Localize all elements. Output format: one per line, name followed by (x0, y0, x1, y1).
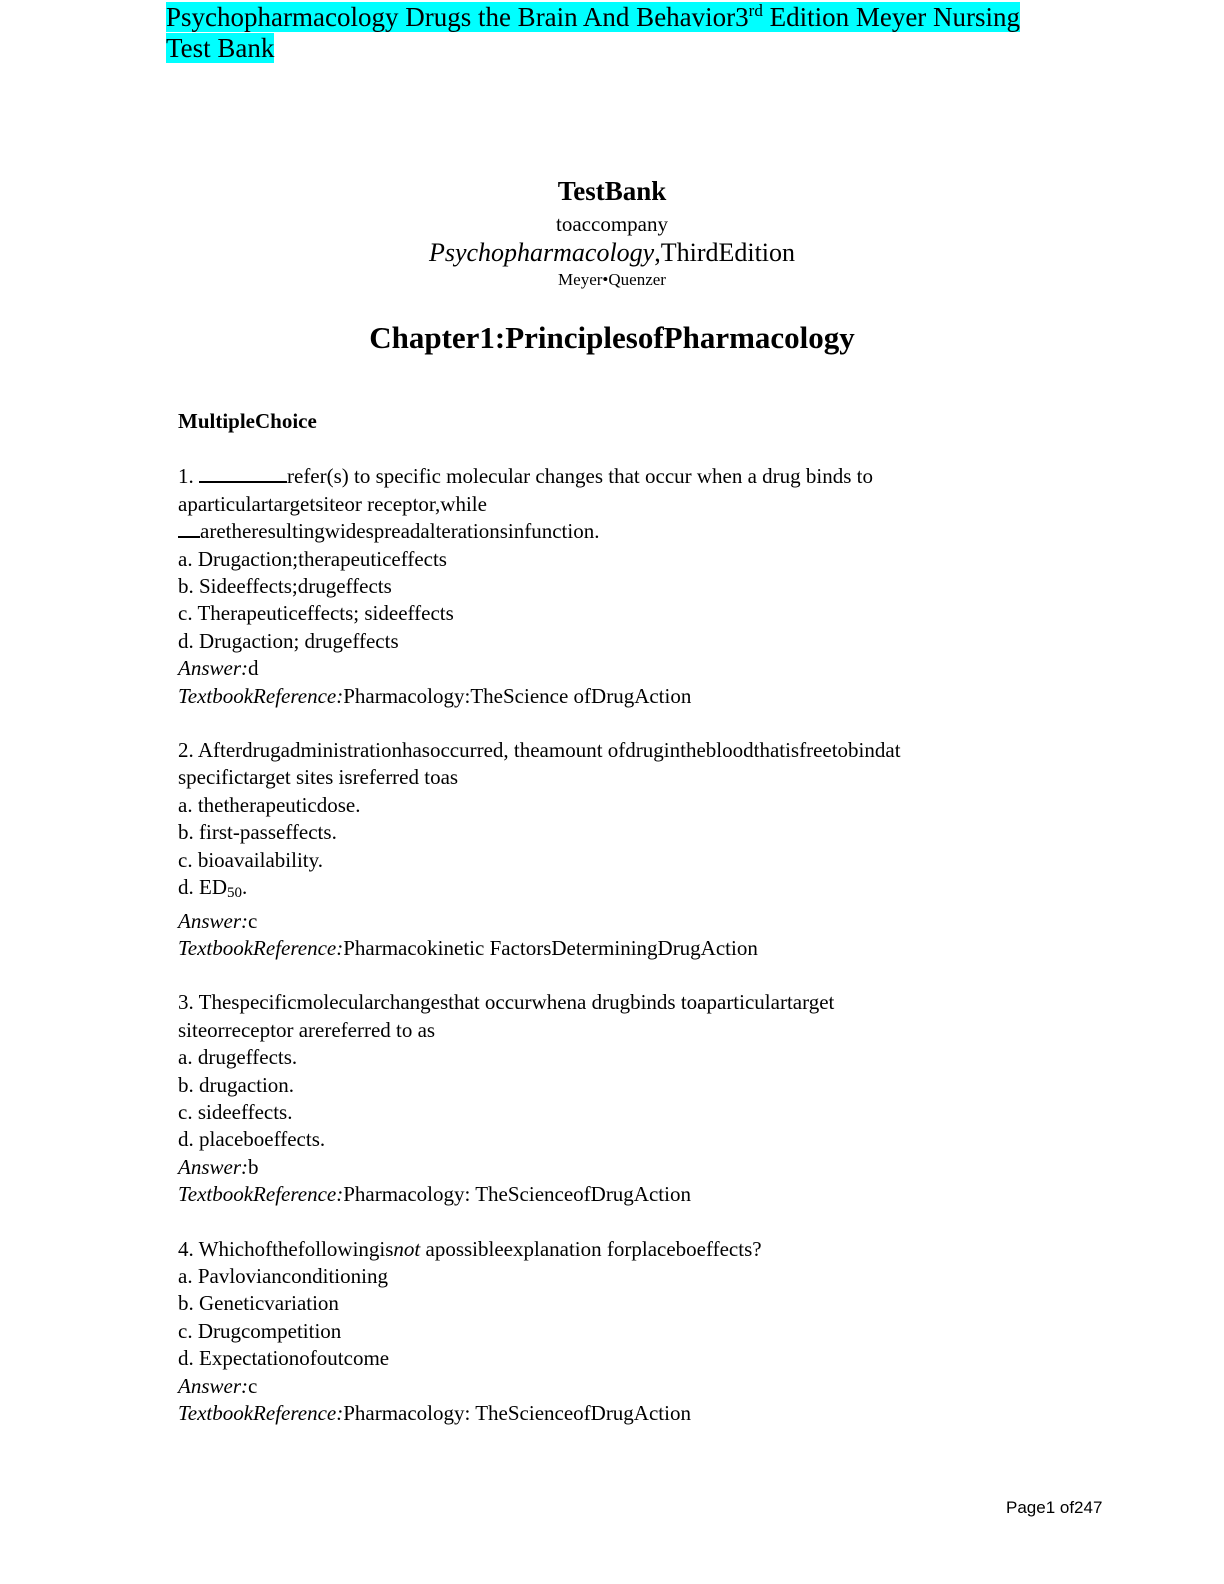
stem-text-end: apossibleexplanation forplaceboeffects? (420, 1236, 762, 1261)
stem-emphasis: not (393, 1236, 421, 1261)
page-number: Page1 of247 (1006, 1498, 1103, 1517)
question-stem: 2. Afterdrugadministrationhasoccurred, theamount ofdruginthebloodthatisfreetobindat (178, 738, 901, 763)
fill-blank (199, 463, 287, 483)
chapter-heading: Chapter1:PrinciplesofPharmacology (369, 320, 855, 355)
answer-label: Answer: (178, 656, 248, 681)
banner-text: Psychopharmacology Drugs the Brain And Behavior3 (166, 2, 749, 32)
reference-line (178, 1400, 1078, 1427)
answer-label: Answer: (178, 1373, 248, 1398)
option-b: b. drugaction. (178, 1072, 295, 1097)
answer-line (178, 1154, 1078, 1181)
option-a: a. thetherapeuticdose. (178, 792, 361, 817)
banner-line-2: Test Bank (166, 33, 275, 63)
reference-line (178, 683, 1078, 710)
answer-value: d (248, 656, 259, 681)
fill-blank (178, 518, 200, 538)
option-a: a. Drugaction;therapeuticeffects (178, 546, 447, 571)
question-3 (178, 989, 1078, 1208)
reference-value: Pharmacology: TheScienceofDrugAction (343, 1182, 691, 1207)
reference-value: Pharmacokinetic FactorsDeterminingDrugAction (343, 935, 758, 960)
option-d: d. Drugaction; drugeffects (178, 628, 399, 653)
option-d (178, 874, 1078, 907)
question-1 (178, 463, 1078, 710)
option-a: a. drugeffects. (178, 1045, 298, 1070)
reference-label: TextbookReference: (178, 935, 344, 960)
stem-line-2: aparticulartargetsiteor receptor,while (178, 491, 487, 516)
stem-text: refer(s) to specific molecular changes that occur when a drug binds to (287, 464, 874, 489)
option-b: b. Sideeffects;drugeffects (178, 574, 392, 599)
authors: Meyer•Quenzer (558, 270, 666, 289)
reference-label: TextbookReference: (178, 683, 344, 708)
answer-value: c (248, 1373, 258, 1398)
reference-line (178, 935, 1078, 962)
book-name: Psychopharmacology (428, 238, 655, 267)
answer-label: Answer: (178, 1154, 248, 1179)
option-b: b. Geneticvariation (178, 1291, 339, 1316)
option-subscript: 50 (227, 885, 242, 902)
question-stem (178, 463, 1078, 490)
document-banner (166, 2, 1056, 64)
question-number: 1. (178, 464, 194, 489)
answer-line (178, 655, 1078, 682)
stem-line-2: specifictarget sites isreferred toas (178, 765, 459, 790)
banner-text-cont: Edition Meyer Nursing (762, 2, 1021, 32)
option-c: c. Therapeuticeffects; sideeffects (178, 601, 454, 626)
option-c: c. sideeffects. (178, 1099, 293, 1124)
question-stem: 3. Thespecificmolecularchangesthat occurwhena drugbinds toaparticulartarget (178, 990, 835, 1015)
stem-text: 4. Whichofthefollowingis (178, 1236, 394, 1261)
reference-label: TextbookReference: (178, 1401, 344, 1425)
answer-value: c (248, 908, 258, 933)
accompany-text: toaccompany (556, 212, 668, 236)
reference-label: TextbookReference: (178, 1182, 344, 1207)
answer-line (178, 908, 1078, 935)
question-4 (178, 1236, 1078, 1428)
answer-label: Answer: (178, 908, 248, 933)
option-d: d. Expectationofoutcome (178, 1346, 390, 1371)
option-d: d. placeboeffects. (178, 1127, 326, 1152)
option-c: c. bioavailability. (178, 847, 324, 872)
book-edition: ,ThirdEdition (654, 238, 796, 267)
question-list (178, 408, 1078, 1454)
reference-line (178, 1181, 1078, 1208)
option-a: a. Pavlovianconditioning (178, 1263, 388, 1288)
stem-line-2: siteorreceptor arereferred to as (178, 1017, 436, 1042)
option-b: b. first-passeffects. (178, 820, 337, 845)
book-title (0, 238, 1224, 268)
banner-superscript: rd (748, 1, 763, 20)
stem-line-3 (178, 518, 1078, 545)
option-text: d. ED (178, 875, 227, 900)
reference-value: Pharmacology: TheScienceofDrugAction (343, 1401, 691, 1425)
testbank-title: TestBank (557, 176, 667, 206)
option-text-end: . (242, 875, 248, 900)
reference-value: Pharmacology:TheScience ofDrugAction (343, 683, 692, 708)
stem-text: aretheresultingwidespreadalterationsinfunction. (200, 519, 600, 544)
answer-line (178, 1373, 1078, 1400)
question-2 (178, 737, 1078, 962)
question-stem (178, 1236, 1078, 1263)
section-heading: MultipleChoice (178, 409, 317, 433)
banner-line-1 (166, 2, 1020, 32)
answer-value: b (248, 1154, 259, 1179)
option-c: c. Drugcompetition (178, 1318, 342, 1343)
